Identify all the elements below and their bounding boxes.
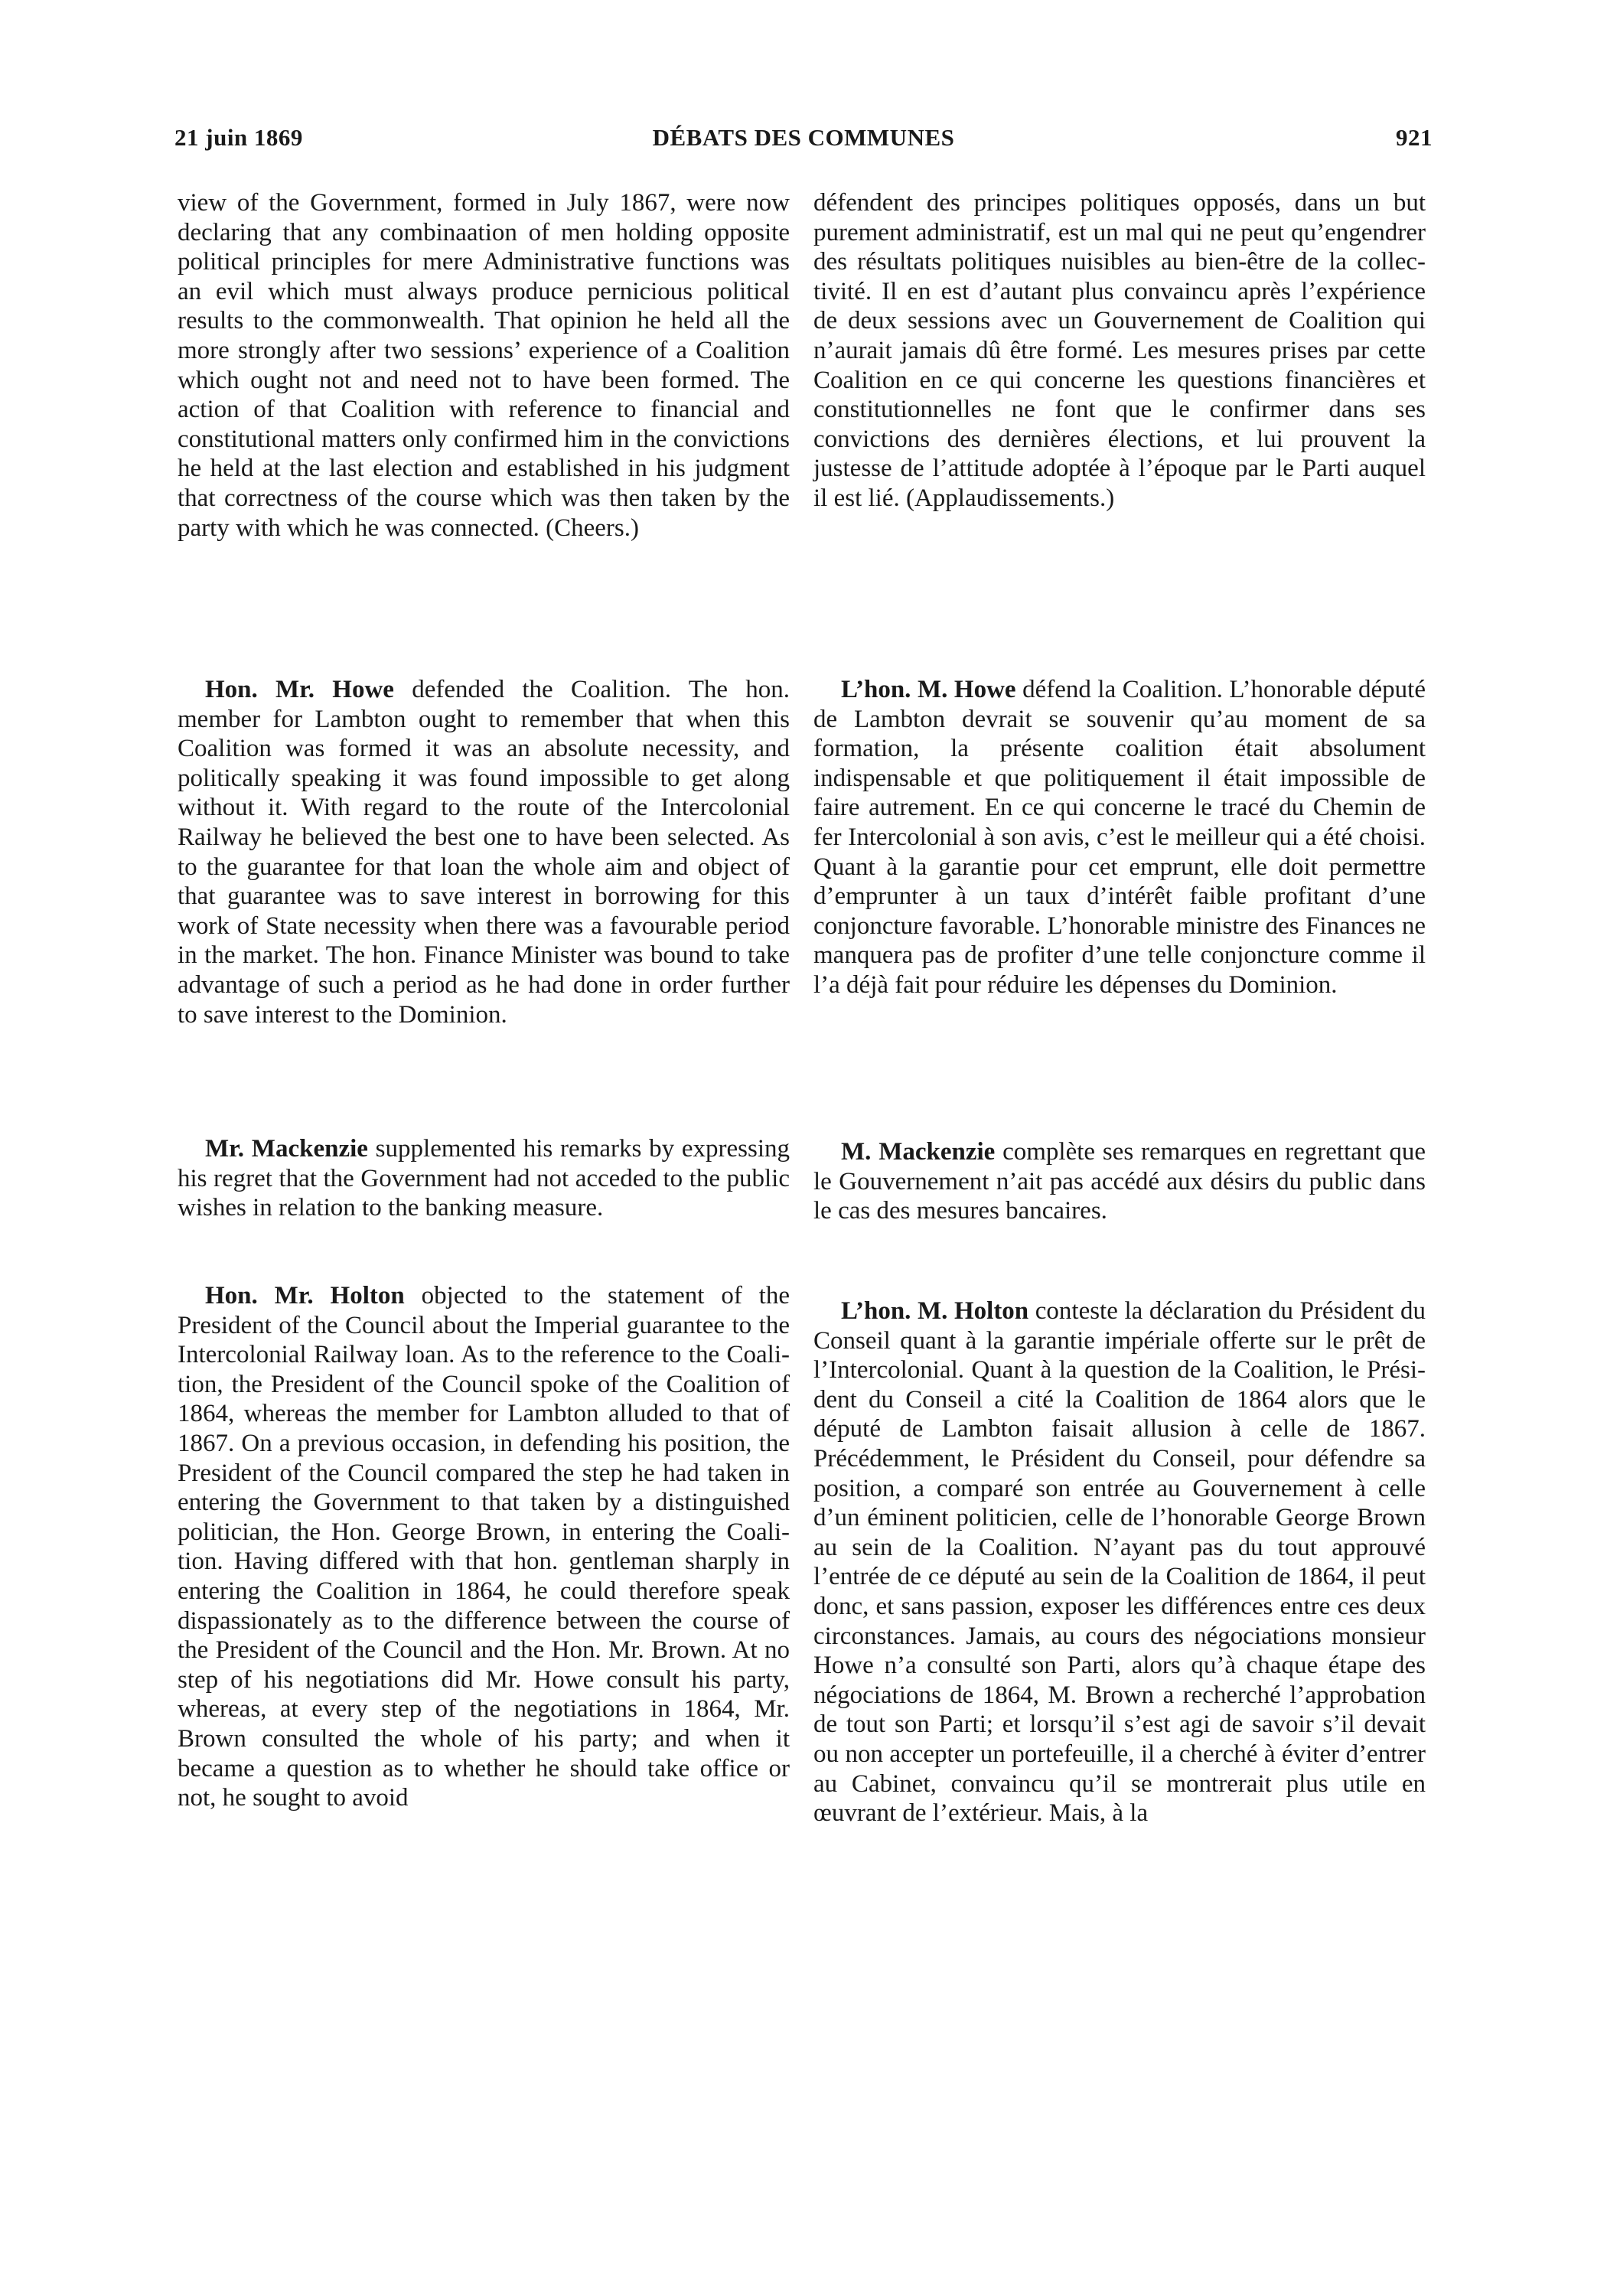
french-paragraph-holton-text: conteste la déclaration du Président du Conseil quant à la garantie impériale offerte sur le prêt de l’Intercolonial. Quant à la question de la Coalition, le Président du Conseil a cité la Coalition de 1864 alors que le député de Lambton faisait allusion à celle de 1867. Précédemment, le Président du Conseil, pour défendre sa position, a comparé son entrée au Gouvernement à celle d’un éminent politicien, celle de l’honorable George Brown au sein de la Coalition. N’ayant pas du tout approuvé l’entrée de ce député au sein de la Coalition de 1864, il peut donc, et sans passion, exposer les différences entre ces deux circonstances. Jamais, au cours des négociations monsieur Howe n’a consulté son Parti, alors qu’à chaque étape des négociations de 1864, M. Brown a recherché l’approbation de tout son Parti; et lorsqu’il s’est agi de savoir s’il devait ou non accepter un portefeuille, il a cherché à éviter d’entrer au Cabinet, convaincu qu’il se montrerait plus utile en œuvrant de l’extérieur. Mais, à la bbox=[813, 1297, 1426, 1828]
french-paragraph-mackenzie-text: complète ses remarques en regrettant que le Gouvernement n’ait pas accédé aux désirs du public dans le cas des mesures bancaires. bbox=[813, 1138, 1426, 1225]
french-paragraph-1 bbox=[813, 188, 1426, 514]
french-paragraph-holton bbox=[813, 1296, 1426, 1828]
english-paragraph-mackenzie-text: supplemented his remarks by expressing his regret that the Government had not acceded to the public wishes in relation to the banking measure. bbox=[178, 1135, 790, 1222]
speaker-name: L’hon. M. Howe bbox=[841, 676, 1016, 703]
english-paragraph-mackenzie bbox=[178, 1134, 790, 1223]
english-paragraph-1-text: view of the Government, formed in July 1867, were now declaring that any combinaation of men holding opposite political principles for mere Administrative functions was an evil which must always produce pernicious political results to the commonwealth. That opinion he held all the more strongly after two sessions’ experience of a Coalition which ought not and need not to have been formed. The action of that Coalition with reference to financial and constitutional matters only confirmed him in the convictions he held at the last election and established in his judgment that correctness of the course which was then taken by the party with which he was connected. (Cheers.) bbox=[178, 189, 790, 542]
page-number: 921 bbox=[1396, 124, 1433, 151]
speaker-name: Hon. Mr. Howe bbox=[205, 676, 394, 703]
page-header bbox=[174, 124, 1433, 162]
english-paragraph-holton-text: objected to the statement of the President of the Council about the Imperial guarantee to the Intercolonial Railway loan. As to the reference to the Coalition, the President of the Council spoke of the Coalition of 1864, whereas the member for Lambton alluded to that of 1867. On a previous occasion, in defending his position, the President of the Council compared the step he had taken in entering the Government to that taken by a distinguished politician, the Hon. George Brown, in entering the Coalition. Having differed with that hon. gentleman sharply in entering the Coalition in 1864, he could therefore speak dispassionately as to the difference between the course of the President of the Council and the Hon. Mr. Brown. At no step of his negotiations did Mr. Howe consult his party, whereas, at every step of the negotiations in 1864, Mr. Brown consulted the whole of his party; and when it became a question as to whether he should take office or not, he sought to avoid bbox=[178, 1282, 790, 1812]
english-paragraph-1 bbox=[178, 188, 790, 543]
french-paragraph-1-text: défendent des principes politiques opposés, dans un but purement administratif, est un mal qui ne peut qu’engendrer des résultats politiques nuisibles au bien-être de la collectivité. Il en est d’autant plus convaincu après l’expérience de deux sessions avec un Gouvernement de Coalition qui n’aurait jamais dû être formé. Les mesures prises par cette Coalition en ce qui concerne les questions financières et constitutionnelles ne font que le confirmer dans ses convictions des dernières élections, et lui prouvent la justesse de l’attitude adoptée à l’époque par le Parti auquel il est lié. (Applaudissements.) bbox=[813, 189, 1426, 512]
speaker-name: Hon. Mr. Holton bbox=[205, 1282, 405, 1309]
header-title: DÉBATS DES COMMUNES bbox=[652, 124, 955, 151]
speaker-name: M. Mackenzie bbox=[841, 1138, 996, 1166]
english-paragraph-howe bbox=[178, 675, 790, 1029]
speaker-name: Mr. Mackenzie bbox=[205, 1135, 368, 1163]
french-paragraph-howe-text: défend la Coalition. L’honorable député de Lambton devrait se souvenir qu’au moment de sa formation, la présente coalition était absolument indispensable et que politiquement il était impossible de faire autrement. En ce qui concerne le tracé du Chemin de fer Intercolonial à son avis, c’est le meilleur qui a été choisi. Quant à la garantie pour cet emprunt, elle doit permettre d’emprunter à un taux d’intérêt faible profitant d’une conjoncture favorable. L’honorable ministre des Finances ne manquera pas de profiter d’une telle conjoncture comme il l’a déjà fait pour réduire les dépenses du Dominion. bbox=[813, 676, 1426, 999]
speaker-name: L’hon. M. Holton bbox=[841, 1297, 1029, 1325]
english-paragraph-holton bbox=[178, 1281, 790, 1813]
english-paragraph-howe-text: defended the Coalition. The hon. member for Lambton ought to remember that when this Coalition was formed it was an absolute necessity, and politically speaking it was found impossible to get along without it. With regard to the route of the Intercolonial Railway he believed the best one to have been selected. As to the guarantee for that loan the whole aim and object of that guarantee was to save interest in borrowing for this work of State necessity when there was a favourable period in the market. The hon. Finance Minister was bound to take advantage of such a period as he had done in order further to save interest to the Dominion. bbox=[178, 676, 790, 1029]
french-paragraph-mackenzie bbox=[813, 1137, 1426, 1226]
header-date: 21 juin 1869 bbox=[174, 124, 303, 151]
french-paragraph-howe bbox=[813, 675, 1426, 1000]
